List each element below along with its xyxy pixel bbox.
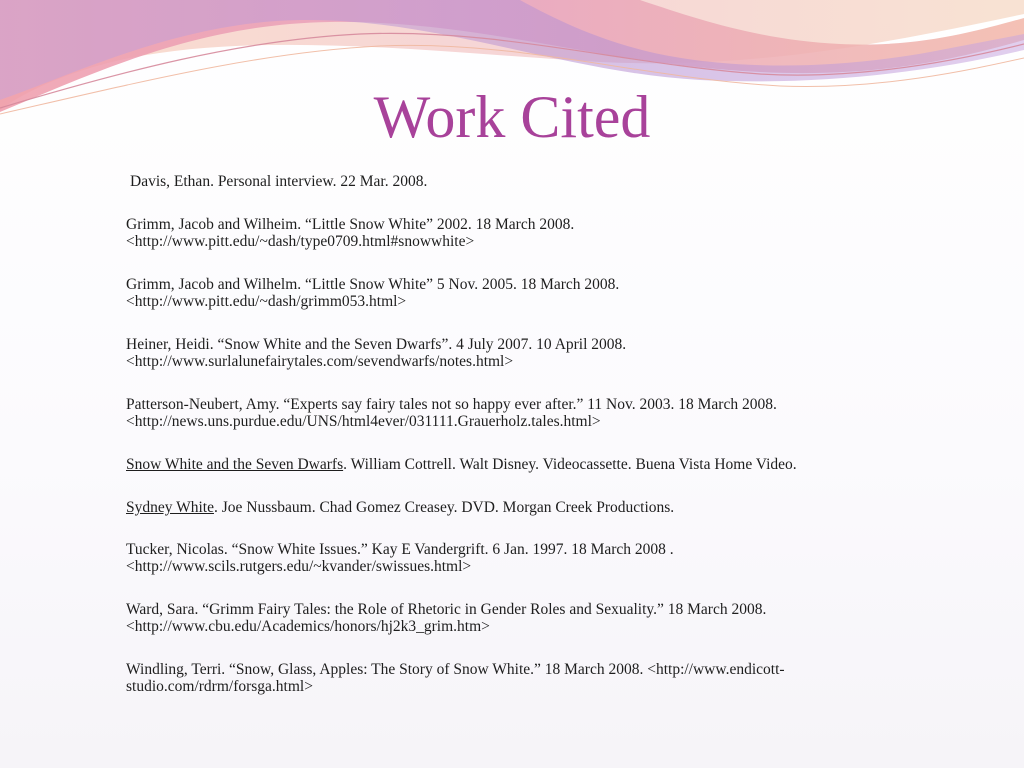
citation-line: studio.com/rdrm/forsga.html>	[126, 678, 313, 695]
citation-line: Grimm, Jacob and Wilheim. “Little Snow White” 2002. 18 March 2008.	[126, 216, 575, 233]
citation-url: <http://www.cbu.edu/Academics/honors/hj2k3_grim.htm>	[126, 618, 490, 635]
citation-url: <http://www.pitt.edu/~dash/type0709.html#snowwhite>	[126, 233, 475, 250]
citation-url: <http://www.pitt.edu/~dash/grimm053.html>	[126, 293, 407, 310]
citation-item	[126, 499, 674, 516]
citation-url: <http://www.surlalunefairytales.com/sevendwarfs/notes.html>	[126, 353, 514, 370]
citation-line: Heiner, Heidi. “Snow White and the Seven Dwarfs”. 4 July 2007. 10 April 2008.	[126, 336, 627, 353]
citation-line: Grimm, Jacob and Wilhelm. “Little Snow White” 5 Nov. 2005. 18 March 2008.	[126, 276, 620, 293]
citation-line: . William Cottrell. Walt Disney. Videocassette. Buena Vista Home Video.	[343, 456, 797, 473]
citation-item	[126, 276, 619, 310]
citation-url: <http://www.scils.rutgers.edu/~kvander/swissues.html>	[126, 558, 472, 575]
citation-line: Ward, Sara. “Grimm Fairy Tales: the Role of Rhetoric in Gender Roles and Sexuality.” 18 March 2008.	[126, 601, 767, 618]
citation-line: Tucker, Nicolas. “Snow White Issues.” Kay E Vandergrift. 6 Jan. 1997. 18 March 2008 .	[126, 541, 674, 558]
film-title: Sydney White	[126, 499, 214, 516]
film-title: Snow White and the Seven Dwarfs	[126, 456, 344, 473]
citation-line: Davis, Ethan. Personal interview. 22 Mar. 2008.	[130, 173, 428, 190]
citation-item	[126, 336, 626, 370]
citation-item	[130, 173, 427, 190]
citation-item	[126, 456, 797, 473]
slide-title: Work Cited	[373, 84, 651, 150]
citation-item	[126, 216, 574, 250]
citation-item	[126, 541, 674, 575]
citation-item	[126, 601, 766, 635]
citation-item	[126, 661, 785, 695]
citation-line: . Joe Nussbaum. Chad Gomez Creasey. DVD. Morgan Creek Productions.	[213, 499, 675, 516]
citation-line: Windling, Terri. “Snow, Glass, Apples: The Story of Snow White.” 18 March 2008. <http://www.endicott-	[126, 661, 785, 678]
citation-line: Patterson-Neubert, Amy. “Experts say fairy tales not so happy ever after.” 11 Nov. 2003. 18 March 2008.	[126, 396, 777, 413]
citation-url: <http://news.uns.purdue.edu/UNS/html4ever/031111.Grauerholz.tales.html>	[126, 413, 601, 430]
citation-item	[126, 396, 777, 430]
